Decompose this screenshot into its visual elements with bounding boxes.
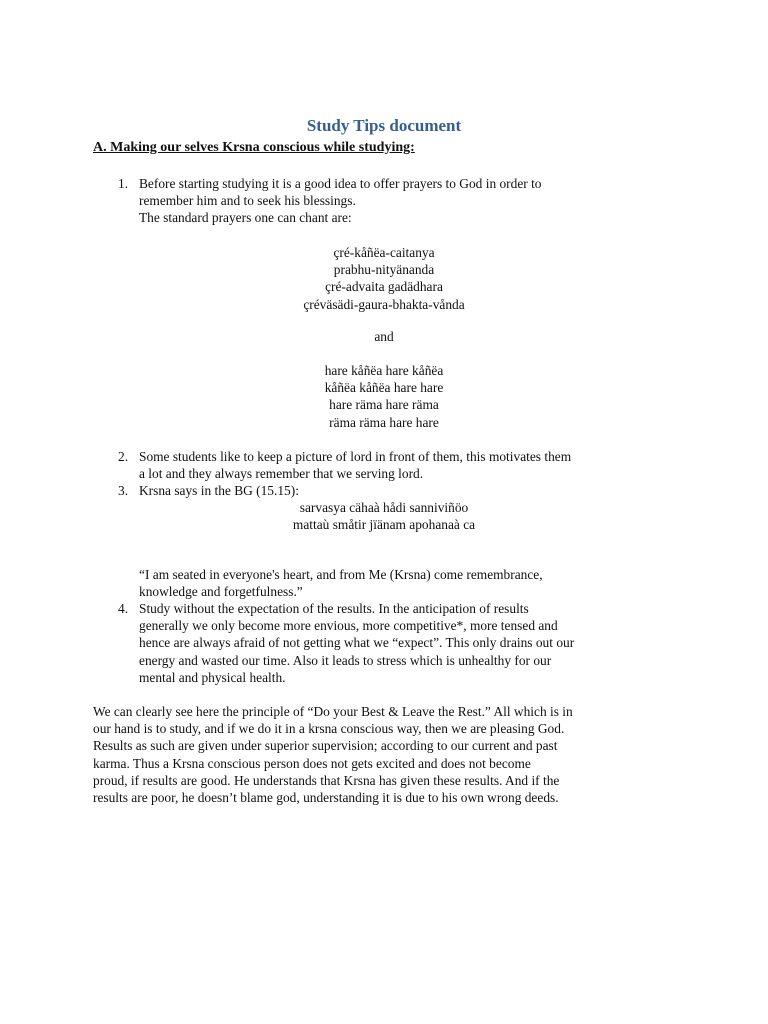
text-line: remember him and to seek his blessings. — [139, 193, 356, 209]
text-line: mental and physical health. — [139, 669, 286, 685]
paragraph-line: proud, if results are good. He understands that Krsna has given these results. And if the — [93, 772, 560, 788]
paragraph-line: We can clearly see here the principle of “Do your Best & Leave the Rest.” All which is in — [93, 704, 573, 719]
prayer-block-2 — [0, 362, 768, 431]
text-line: a lot and they always remember that we serving lord. — [139, 466, 424, 482]
and-connector — [0, 328, 768, 345]
list-item-number: 4. — [118, 601, 129, 616]
list-item-number: 3. — [118, 483, 129, 498]
list-item-number: 2. — [118, 449, 129, 464]
text-line: Some students like to keep a picture of lord in front of them, this motivates them — [139, 449, 572, 464]
verse-line: mattaù småtir jïänam apohanaà ca — [292, 517, 476, 533]
list-item-text — [139, 175, 542, 227]
text-line: generally we only become more envious, more competitive*, more tensed and — [139, 618, 558, 634]
paragraph-line: our hand is to study, and if we do it in a krsna conscious way, then we are pleasing God. — [93, 721, 565, 737]
list-item-number: 1. — [118, 176, 129, 191]
prayer-line: çré-advaita gadädhara — [325, 279, 443, 295]
prayer-line: hare kåñëa hare kåñëa — [324, 363, 444, 378]
document-title: Study Tips document — [306, 116, 462, 135]
text-line: Study without the expectation of the results. In the anticipation of results — [139, 601, 529, 616]
closing-paragraph — [93, 703, 573, 806]
quote-line: “I am seated in everyone's heart, and from Me (Krsna) come remembrance, — [139, 567, 543, 582]
verse-block — [0, 499, 768, 533]
prayer-line: räma räma hare hare — [329, 414, 439, 430]
paragraph-line: Results as such are given under superior supervision; according to our current and past — [93, 738, 558, 754]
list-item-text — [139, 600, 574, 686]
prayer-line: kåñëa kåñëa hare hare — [324, 380, 444, 396]
prayer-line: hare räma hare räma — [329, 397, 439, 413]
text-line: Before starting studying it is a good idea to offer prayers to God in order to — [139, 176, 542, 191]
section-heading: A. Making our selves Krsna conscious while studying: — [93, 140, 415, 155]
verse-line: sarvasya cähaà hådi sanniviñöo — [299, 500, 469, 515]
paragraph-line: results are poor, he doesn’t blame god, understanding it is due to his own wrong deeds. — [93, 790, 559, 806]
text-line: Krsna says in the BG (15.15): — [139, 483, 299, 498]
list-item-text — [139, 448, 571, 482]
prayer-line: çré-kåñëa-caitanya — [333, 245, 435, 260]
prayer-block-1 — [0, 244, 768, 313]
text-line: The standard prayers one can chant are: — [139, 210, 352, 226]
prayer-line: prabhu-nityänanda — [333, 262, 435, 278]
prayer-line: çréväsädi-gaura-bhakta-vånda — [303, 296, 465, 312]
quote-line: knowledge and forgetfulness.” — [139, 584, 303, 600]
text-line: energy and wasted our time. Also it leads to stress which is unhealthy for our — [139, 652, 552, 668]
text-line: hence are always afraid of not getting what we “expect”. This only drains out our — [139, 635, 575, 651]
and-text: and — [374, 329, 394, 344]
list-item-text — [139, 482, 299, 499]
verse-translation — [139, 566, 543, 600]
paragraph-line: karma. Thus a Krsna conscious person does not gets excited and does not become — [93, 755, 531, 771]
